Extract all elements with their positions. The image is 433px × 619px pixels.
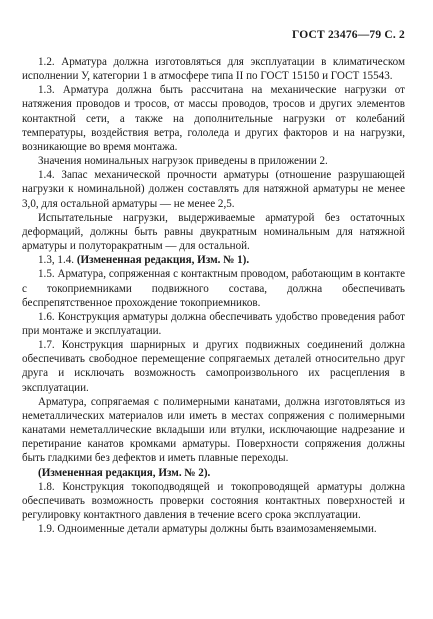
paragraph-test-loads: Испытательные нагрузки, выдерживаемые арматурой без остаточных деформаций, должны быть равны двукратным номинальным для натяжной арматуры и полуторакратным — для остальной. <box>22 211 405 253</box>
paragraph-nominal-loads: Значения номинальных нагрузок приведены в приложении 2. <box>38 155 328 168</box>
paragraph-1-7: 1.7. Конструкция шарнирных и других подвижных соединений должна обеспечивать свободное перемещение сопрягаемых деталей относительно друг друга и исключать возможность самопроизвольного их расцепления в эксплуатации. <box>22 339 405 394</box>
paragraph-1-8: 1.8. Конструкция токоподводящей и токопроводящей арматуры должна обеспечивать возможность проверки состояния контактных поверхностей и регулировку контактного давления в течение всего срока эксплуатации. <box>22 480 405 521</box>
paragraph-amendment-2 <box>22 466 405 480</box>
paragraph-polymer-ropes: Арматура, сопрягаемая с полимерными канатами, должна изготовляться из неметаллических материалов или иметь в местах сопряжения с полимерными канатами неметаллические вкладыши или втулки, исключающие надрезание и перетирание канатов кромками арматуры. Поверхности сопряжения должны быть гладкими без дефектов и иметь плавные переходы. <box>22 395 405 465</box>
amendment-2-note: (Измененная редакция, Изм. № 2). <box>38 466 211 479</box>
paragraph-1-4: 1.4. Запас механической прочности арматуры (отношение разрушающей нагрузки к номинальной) должен составлять для натяжной арматуры не менее 3,0, для остальной арматуры — не менее 2,5. <box>22 169 405 210</box>
amendment-1-note: (Измененная редакция, Изм. № 1). <box>76 254 250 267</box>
paragraph-1-6: 1.6. Конструкция арматуры должна обеспечивать удобство проведения работ при монтаже и эксплуатации. <box>22 310 405 337</box>
paragraph-1-3: 1.3. Арматура должна быть рассчитана на механические нагрузки от натяжения проводов и тросов, от массы проводов, тросов и других элементов контактной сети, а также на дополнительные нагрузки от колебаний температуры, воздействия ветра, гололеда и других факторов и на нагрузки, возникающие во время монтажа. <box>22 84 405 153</box>
page-header: ГОСТ 23476—79 С. 2 <box>292 29 405 41</box>
paragraph-1-5: 1.5. Арматура, сопряженная с контактным проводом, работающим в контакте с токоприемниками подвижного состава, должна обеспечивать беспрепятственное прохождение токоприемников. <box>22 268 405 309</box>
paragraph-1-9: 1.9. Одноименные детали арматуры должны быть взаимозаменяемыми. <box>38 523 377 536</box>
amendment-1-clauses: 1.3, 1.4. <box>38 254 77 267</box>
paragraph-amendment-1 <box>22 253 405 267</box>
paragraph-1-2: 1.2. Арматура должна изготовляться для эксплуатации в климатическом исполнении У, категории 1 в атмосфере типа II по ГОСТ 15150 и ГОСТ 15543. <box>22 56 405 83</box>
